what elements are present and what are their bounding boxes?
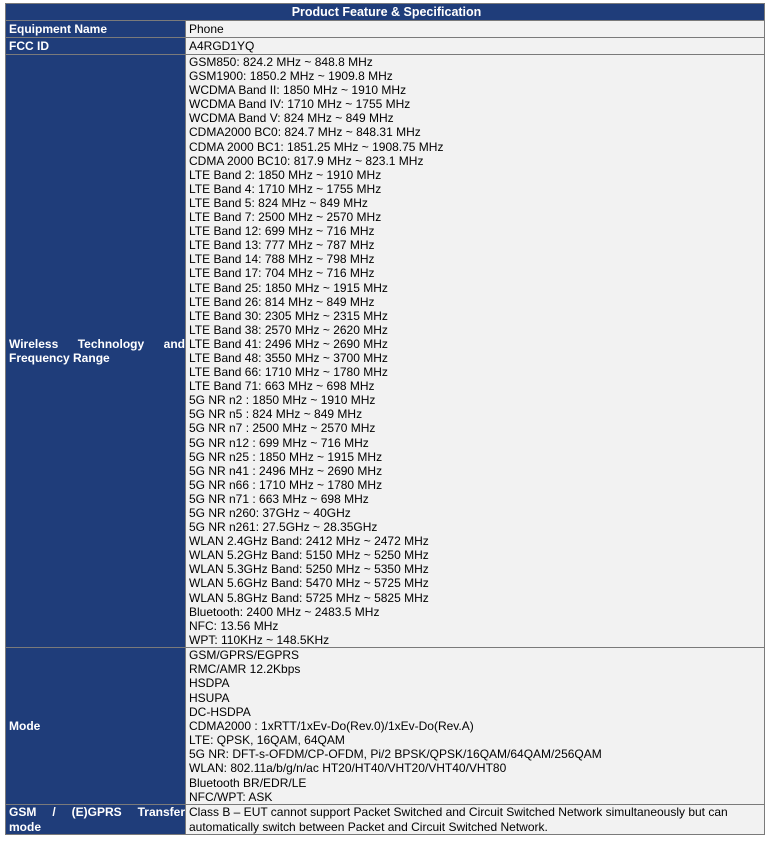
frequency-item: LTE Band 17: 704 MHz ~ 716 MHz (189, 266, 375, 281)
frequency-item: WCDMA Band II: 1850 MHz ~ 1910 MHz (189, 83, 407, 98)
frequency-item: LTE Band 14: 788 MHz ~ 798 MHz (189, 252, 375, 267)
frequency-item: CDMA 2000 BC1: 1851.25 MHz ~ 1908.75 MHz (189, 139, 444, 154)
wireless-label-line2: Frequency Range (9, 350, 110, 365)
wireless-technology-label (6, 55, 186, 648)
mode-label: Mode (6, 647, 186, 804)
frequency-item: LTE Band 25: 1850 MHz ~ 1915 MHz (189, 280, 388, 295)
mode-item: WLAN: 802.11a/b/g/n/ac HT20/HT40/VHT20/VHT40/VHT80 (189, 761, 507, 776)
frequency-item: LTE Band 4: 1710 MHz ~ 1755 MHz (189, 181, 382, 196)
mode-item: HSUPA (189, 690, 230, 705)
frequency-item: WLAN 2.4GHz Band: 2412 MHz ~ 2472 MHz (189, 534, 429, 549)
wireless-frequency-list (186, 55, 765, 648)
mode-item: NFC/WPT: ASK (189, 789, 273, 804)
frequency-item: LTE Band 30: 2305 MHz ~ 2315 MHz (189, 308, 388, 323)
frequency-item: CDMA2000 BC0: 824.7 MHz ~ 848.31 MHz (189, 125, 421, 140)
frequency-item: WLAN 5.8GHz Band: 5725 MHz ~ 5825 MHz (189, 590, 429, 605)
mode-item: RMC/AMR 12.2Kbps (189, 662, 301, 677)
frequency-item: 5G NR n66 : 1710 MHz ~ 1780 MHz (189, 477, 383, 492)
frequency-item: 5G NR n12 : 699 MHz ~ 716 MHz (189, 435, 369, 450)
frequency-item: LTE Band 12: 699 MHz ~ 716 MHz (189, 224, 375, 239)
frequency-item: LTE Band 38: 2570 MHz ~ 2620 MHz (189, 322, 388, 337)
frequency-item: WLAN 5.3GHz Band: 5250 MHz ~ 5350 MHz (189, 562, 429, 577)
frequency-item: LTE Band 5: 824 MHz ~ 849 MHz (189, 195, 368, 210)
mode-item: 5G NR: DFT-s-OFDM/CP-OFDM, Pi/2 BPSK/QPSK/16QAM/64QAM/256QAM (189, 747, 602, 762)
frequency-item: WCDMA Band IV: 1710 MHz ~ 1755 MHz (189, 97, 411, 112)
frequency-item: Bluetooth: 2400 MHz ~ 2483.5 MHz (189, 604, 380, 619)
frequency-item: WPT: 110KHz ~ 148.5KHz (189, 632, 330, 647)
frequency-item: WLAN 5.6GHz Band: 5470 MHz ~ 5725 MHz (189, 576, 429, 591)
fcc-id-label: FCC ID (6, 38, 186, 55)
gsm-transfer-label-line2: mode (9, 819, 42, 834)
frequency-item: LTE Band 48: 3550 MHz ~ 3700 MHz (189, 350, 388, 365)
equipment-name-label: Equipment Name (6, 21, 186, 38)
frequency-item: 5G NR n41 : 2496 MHz ~ 2690 MHz (189, 463, 383, 478)
gsm-transfer-label (6, 805, 186, 835)
equipment-name-value: Phone (186, 21, 765, 38)
frequency-item: GSM1900: 1850.2 MHz ~ 1909.8 MHz (189, 69, 393, 84)
spec-table (5, 3, 765, 835)
mode-item: CDMA2000 : 1xRTT/1xEv-Do(Rev.0)/1xEv-Do(Rev.A) (189, 718, 474, 733)
frequency-item: 5G NR n2 : 1850 MHz ~ 1910 MHz (189, 393, 376, 408)
frequency-item: 5G NR n260: 37GHz ~ 40GHz (189, 506, 351, 520)
frequency-item: CDMA 2000 BC10: 817.9 MHz ~ 823.1 MHz (189, 153, 424, 168)
mode-item: HSDPA (189, 676, 230, 691)
table-header: Product Feature & Specification (6, 4, 765, 21)
frequency-item: WLAN 5.2GHz Band: 5150 MHz ~ 5250 MHz (189, 548, 429, 563)
mode-item: DC-HSDPA (189, 704, 251, 719)
frequency-item: WCDMA Band V: 824 MHz ~ 849 MHz (189, 111, 394, 126)
mode-item: GSM/GPRS/EGPRS (189, 647, 300, 662)
frequency-item: 5G NR n25 : 1850 MHz ~ 1915 MHz (189, 449, 383, 464)
mode-item: LTE: QPSK, 16QAM, 64QAM (189, 733, 345, 748)
frequency-item: LTE Band 2: 1850 MHz ~ 1910 MHz (189, 167, 382, 182)
frequency-item: LTE Band 41: 2496 MHz ~ 2690 MHz (189, 336, 388, 351)
gsm-transfer-value: Class B – EUT cannot support Packet Switched and Circuit Switched Network simultaneously but can automatically switch between Packet and Circuit Switched Network. (186, 805, 765, 835)
frequency-item: NFC: 13.56 MHz (189, 618, 279, 633)
frequency-item: 5G NR n7 : 2500 MHz ~ 2570 MHz (189, 421, 376, 436)
frequency-item: 5G NR n71 : 663 MHz ~ 698 MHz (189, 491, 369, 506)
mode-item: Bluetooth BR/EDR/LE (189, 775, 307, 790)
frequency-item: 5G NR n5 : 824 MHz ~ 849 MHz (189, 407, 363, 422)
mode-list (186, 647, 765, 804)
frequency-item: LTE Band 66: 1710 MHz ~ 1780 MHz (189, 365, 388, 380)
frequency-item: 5G NR n261: 27.5GHz ~ 28.35GHz (189, 520, 378, 535)
frequency-item: GSM850: 824.2 MHz ~ 848.8 MHz (189, 55, 373, 69)
frequency-item: LTE Band 71: 663 MHz ~ 698 MHz (189, 379, 375, 394)
wireless-label-line1: Wireless Technology and (9, 336, 185, 351)
frequency-item: LTE Band 13: 777 MHz ~ 787 MHz (189, 238, 375, 253)
frequency-item: LTE Band 26: 814 MHz ~ 849 MHz (189, 294, 375, 309)
fcc-id-value: A4RGD1YQ (186, 38, 765, 55)
gsm-transfer-label-line1: GSM / (E)GPRS Transfer (9, 805, 185, 820)
frequency-item: LTE Band 7: 2500 MHz ~ 2570 MHz (189, 210, 382, 225)
